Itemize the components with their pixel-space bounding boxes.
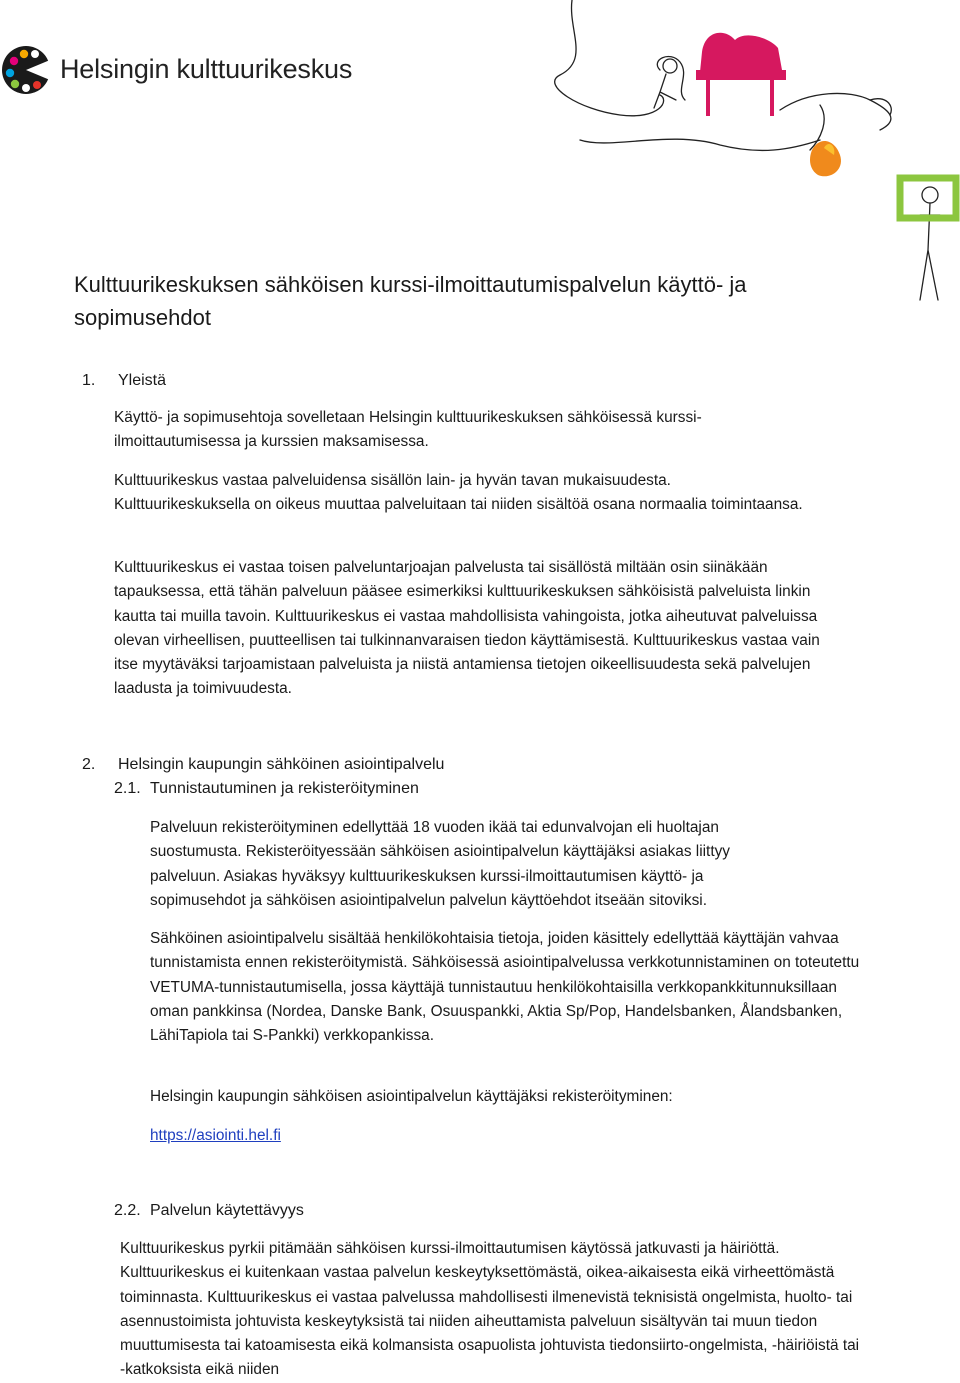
- brand-logo-icon: [2, 44, 50, 96]
- section-number: 2.: [82, 756, 96, 773]
- brand-name: Helsingin kulttuurikeskus: [60, 54, 353, 84]
- subsection-number: 2.1.: [114, 780, 141, 797]
- page-title: Kulttuurikeskuksen sähköisen kurssi-ilmoittautumispalvelun käyttö- ja sopimusehdot: [74, 272, 747, 330]
- subsection-heading-2-2: [114, 1199, 304, 1223]
- paragraph: Kulttuurikeskus vastaa palveluidensa sisällön lain- ja hyvän tavan mukaisuudesta. Kulttuurikeskuksella on oikeus muuttaa palveluitaan tai niiden sisältöä osana normaalia toimintaansa.: [114, 472, 803, 514]
- section-heading-2: [82, 753, 444, 777]
- subsection-heading-text: Tunnistautuminen ja rekisteröityminen: [150, 780, 419, 797]
- section-heading-text: Helsingin kaupungin sähköinen asiointipalvelu: [118, 756, 445, 773]
- paragraph: [150, 1124, 281, 1148]
- subsection-number: 2.2.: [114, 1202, 141, 1219]
- paragraph: Kulttuurikeskus pyrkii pitämään sähköisen kurssi-ilmoittautumisen käytössä jatkuvasti ja häiriöttä. Kulttuurikeskus ei kuitenkaan vastaa palvelun keskeytyksettömästä, oikea-aikaisesta eikä virheettömästä toiminnasta. Kulttuurikeskus ei vastaa palvelussa mahdollisesti ilmenevistä teknisistä ongelmista, huolto- tai asennustoimista johtuvista keskeytyksistä tai niiden aiheuttamista palveluun sisältyvän tai muun tiedon muuttumisesta tai katoamisesta eikä kolmansista osapuolista johtuvista tiedonsiirto-ongelmista, -häiriöistä tai -katkoksista eikä niiden: [120, 1240, 860, 1379]
- paragraph: Kulttuurikeskus ei vastaa toisen palveluntarjoajan palvelusta tai sisällöstä miltään osin siinäkään tapauksessa, että tähän palveluun pääsee esimerkiksi kulttuurikeskuksen sähköisistä palveluista linkin kautta tai muilla tavoin. Kulttuurikeskus ei vastaa mahdollisista vahingoista, jotka aiheutuvat palveluissa olevan virheellisen, puutteellisen tai tulkinnanvaraisen tiedon käyttämisestä. Kulttuurikeskus vastaa vain itse myytäväksi tarjoamistaan palveluista ja niistä antamiensa tietojen oikeellisuudesta sekä palvelujen laadusta ja toimivuudesta.: [114, 559, 820, 698]
- section-number: 1.: [82, 372, 96, 389]
- section-heading-1: [82, 369, 166, 393]
- paragraph: Palveluun rekisteröityminen edellyttää 18 vuoden ikää tai edunvalvojan eli huoltajan suostumusta. Rekisteröityessään sähköisen asiointipalvelun käyttäjäksi asiakas liittyy palveluun. Asiakas hyväksyy kulttuurikeskuksen kurssi-ilmoittautumisen käyttö- ja sopimusehdot ja sähköisen asiointipalvelun palvelun käyttöehdot itseään sitoviksi.: [150, 819, 730, 909]
- subsection-heading-2-1: [114, 777, 419, 801]
- subsection-heading-text: Palvelun käytettävyys: [150, 1202, 304, 1219]
- section-heading-text: Yleistä: [118, 372, 167, 389]
- paragraph: Helsingin kaupungin sähköisen asiointipalvelun käyttäjäksi rekisteröityminen:: [150, 1088, 673, 1105]
- asiointi-link[interactable]: https://asiointi.hel.fi: [150, 1127, 281, 1144]
- paragraph: Sähköinen asiointipalvelu sisältää henkilökohtaisia tietoja, joiden käsittely edellyttää käyttäjän vahvaa tunnistamista ennen rekisteröitymistä. Sähköisessä asiointipalvelussa verkkotunnistaminen on toteutettu VETUMA-tunnistautumisella, jossa käyttäjä tunnistautuu henkilökohtaisilla verkkopankkitunnuksillaan oman pankkinsa (Nordea, Danske Bank, Osuuspankki, Aktia Sp/Pop, Handelsbanken, Ålandsbanken, LähiTapiola tai S-Pankki) verkkopankissa.: [150, 930, 860, 1045]
- paragraph: Käyttö- ja sopimusehtoja sovelletaan Helsingin kulttuurikeskuksen sähköisessä kurssi-ilmoittautumisessa ja kurssien maksamisessa.: [114, 409, 702, 451]
